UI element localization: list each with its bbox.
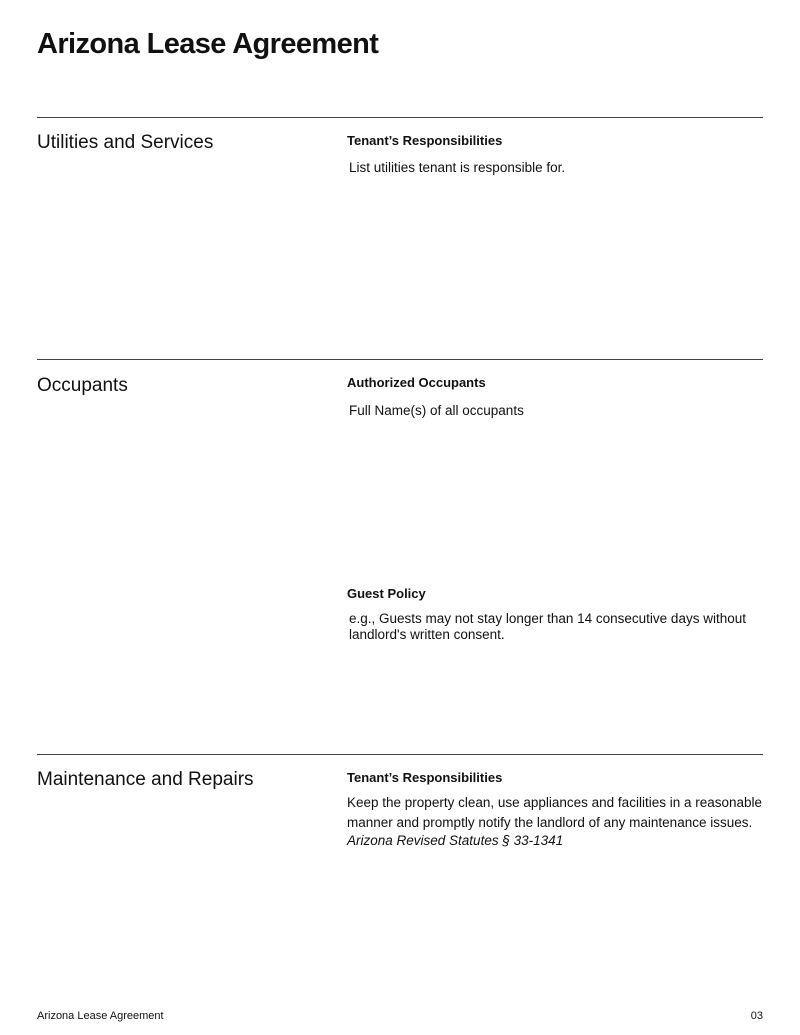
document-title: Arizona Lease Agreement xyxy=(37,28,379,60)
authorized-occupants-label: Authorized Occupants xyxy=(347,375,486,390)
statute-citation: Arizona Revised Statutes § 33-1341 xyxy=(347,833,564,848)
footer-page-number: 03 xyxy=(750,1010,763,1022)
section-divider xyxy=(37,359,763,360)
utilities-tenant-responsibilities-label: Tenant’s Responsibilities xyxy=(347,133,503,148)
section-divider xyxy=(37,754,763,755)
section-heading-utilities: Utilities and Services xyxy=(37,132,214,153)
guest-policy-field[interactable]: e.g., Guests may not stay longer than 14 consecutive days without landlord's written consent. xyxy=(349,611,746,642)
maintenance-responsibilities-text: Keep the property clean, use appliances and facilities in a reasonable manner and promptly notify the landlord of any maintenance issues. xyxy=(347,795,763,830)
section-heading-maintenance: Maintenance and Repairs xyxy=(37,769,254,790)
maintenance-tenant-responsibilities-label: Tenant’s Responsibilities xyxy=(347,770,503,785)
utilities-tenant-responsibilities-field[interactable]: List utilities tenant is responsible for. xyxy=(349,160,566,175)
guest-policy-label: Guest Policy xyxy=(347,586,426,601)
footer-document-title: Arizona Lease Agreement xyxy=(37,1010,164,1022)
authorized-occupants-field[interactable]: Full Name(s) of all occupants xyxy=(349,403,524,418)
section-divider xyxy=(37,117,763,118)
section-heading-occupants: Occupants xyxy=(37,375,128,396)
